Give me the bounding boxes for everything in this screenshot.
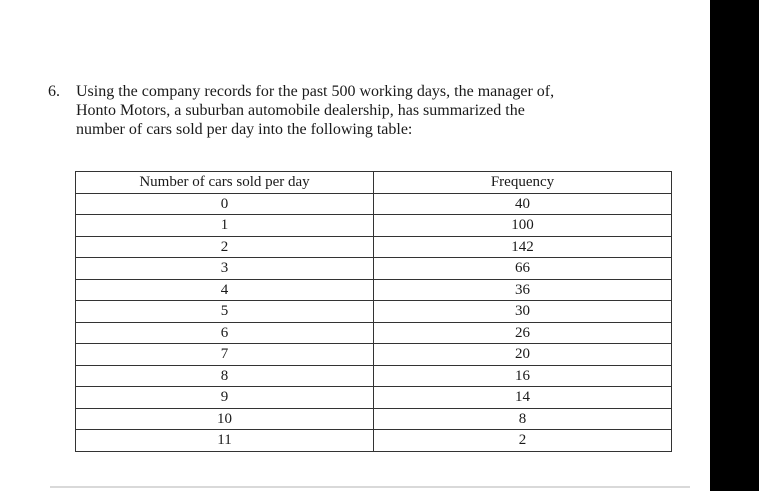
table-row [76,408,672,430]
question-line-1: Using the company records for the past 500 working days, the manager of, [76,83,555,100]
frequency-cell: 2 [374,430,672,452]
cars-sold-cell: 5 [76,301,374,323]
frequency-cell: 30 [374,301,672,323]
frequency-cell: 14 [374,387,672,409]
question-line-2: Honto Motors, a suburban automobile dealership, has summarized the [76,102,525,119]
table-row [76,365,672,387]
table-row [76,215,672,237]
cars-sold-cell: 6 [76,322,374,344]
table-row [76,193,672,215]
header-frequency: Frequency [374,172,672,194]
frequency-cell: 8 [374,408,672,430]
frequency-cell: 26 [374,322,672,344]
question-number: 6. [48,83,60,100]
cars-sold-cell: 9 [76,387,374,409]
cars-sold-cell: 4 [76,279,374,301]
cars-sold-frequency-table [75,171,672,452]
frequency-cell: 100 [374,215,672,237]
header-cars-sold: Number of cars sold per day [76,172,374,194]
cars-sold-cell: 11 [76,430,374,452]
frequency-cell: 16 [374,365,672,387]
table-row [76,258,672,280]
table-row [76,430,672,452]
black-side-bar [710,0,759,491]
table-row [76,322,672,344]
cars-sold-cell: 7 [76,344,374,366]
cars-sold-cell: 1 [76,215,374,237]
bottom-divider [50,486,690,488]
cars-sold-cell: 10 [76,408,374,430]
table-row [76,279,672,301]
question-line-3: number of cars sold per day into the following table: [76,121,413,138]
frequency-cell: 40 [374,193,672,215]
cars-sold-cell: 3 [76,258,374,280]
cars-sold-cell: 2 [76,236,374,258]
table-row [76,344,672,366]
cars-sold-cell: 0 [76,193,374,215]
frequency-cell: 20 [374,344,672,366]
table-header-row [76,172,672,194]
table-row [76,301,672,323]
frequency-cell: 66 [374,258,672,280]
frequency-cell: 36 [374,279,672,301]
cars-sold-cell: 8 [76,365,374,387]
table-row [76,236,672,258]
table-row [76,387,672,409]
frequency-cell: 142 [374,236,672,258]
